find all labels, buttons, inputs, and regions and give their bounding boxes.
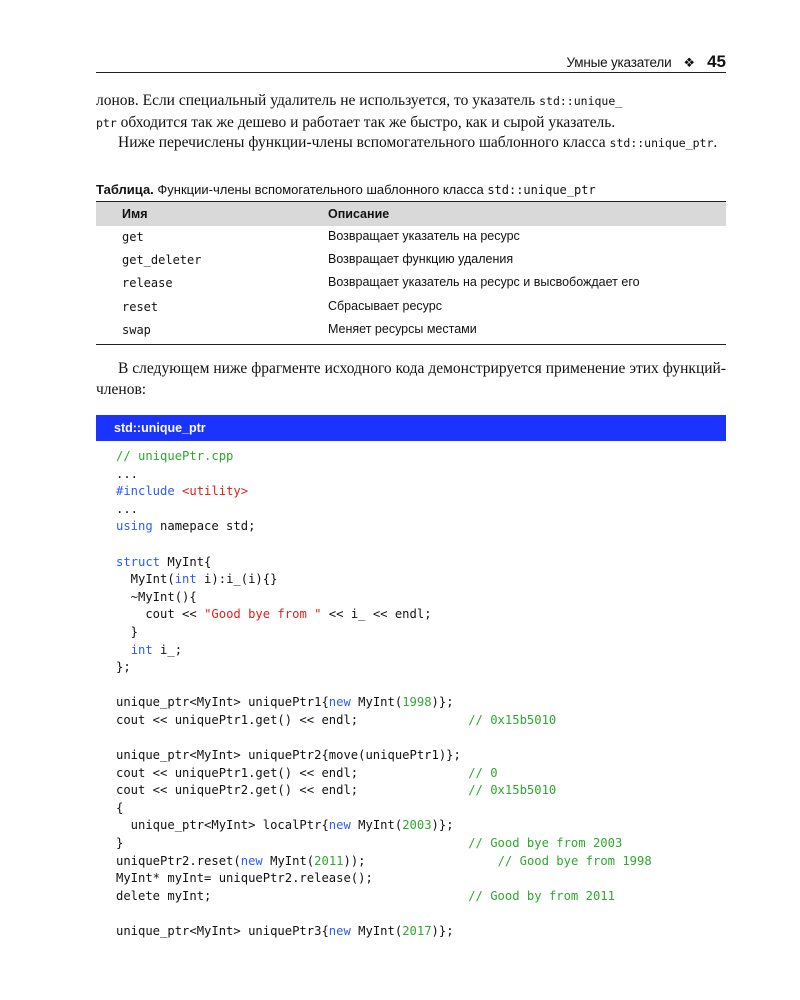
function-description: Возвращает указатель на ресурс bbox=[328, 229, 520, 243]
code-line bbox=[116, 801, 123, 815]
code-line bbox=[116, 748, 461, 762]
code-line bbox=[116, 449, 233, 463]
code-line bbox=[116, 783, 556, 797]
code-token: cout << uniquePtr2.get() << endl; bbox=[116, 783, 469, 798]
code-line bbox=[116, 854, 652, 868]
table-row bbox=[96, 249, 726, 272]
code-line bbox=[116, 766, 498, 780]
code-token: 2017 bbox=[402, 924, 432, 939]
table-caption-text: Функции-члены вспомогательного шаблонного класса bbox=[153, 182, 488, 197]
code-token: 2011 bbox=[314, 853, 344, 868]
code-token: cout << uniquePtr1.get() << endl; bbox=[116, 712, 469, 727]
code-line bbox=[116, 660, 131, 674]
code-token: // 0x15b5010 bbox=[468, 712, 557, 727]
function-name: swap bbox=[122, 322, 151, 337]
code-token: new bbox=[328, 695, 351, 710]
code-line bbox=[116, 818, 454, 832]
code-token: i_; bbox=[152, 642, 183, 657]
code-token: }; bbox=[116, 660, 131, 675]
code-line bbox=[116, 889, 615, 903]
code-token: << i_ << endl; bbox=[321, 607, 432, 622]
code-token: { bbox=[116, 800, 124, 815]
code-line bbox=[116, 836, 622, 850]
code-token: #include bbox=[116, 484, 183, 499]
code-token: struct bbox=[116, 554, 161, 569]
code-line bbox=[116, 555, 211, 569]
code-token: unique_ptr<MyInt> uniquePtr1{ bbox=[116, 695, 329, 710]
page-number: 45 bbox=[707, 52, 726, 71]
table-row bbox=[96, 319, 726, 342]
paragraph-3: В следующем ниже фрагменте исходного кода демонстрируется применение этих функций-членов: bbox=[96, 360, 726, 398]
code-token: MyInt( bbox=[350, 924, 403, 939]
table-bottom-rule bbox=[96, 344, 726, 345]
code-token: <utility> bbox=[182, 484, 249, 499]
table-header-row bbox=[96, 201, 726, 226]
function-name: get_deleter bbox=[122, 253, 202, 268]
code-token: )); bbox=[343, 853, 498, 868]
code-line bbox=[116, 924, 454, 938]
code-line bbox=[116, 625, 138, 639]
function-name: get bbox=[122, 230, 144, 244]
code-line bbox=[116, 590, 197, 604]
code-token: int bbox=[174, 572, 197, 587]
code-token: )}; bbox=[431, 924, 454, 939]
table-row bbox=[96, 226, 726, 249]
code-token: i):i_(i){} bbox=[196, 572, 278, 587]
code-token: new bbox=[240, 853, 263, 868]
code-listing bbox=[116, 448, 652, 941]
p1-text-2: обходится так же дешево и работает так же быстро, как и сырой указатель. bbox=[116, 114, 616, 131]
code-token: cout << bbox=[116, 607, 205, 622]
table-caption-label: Таблица. bbox=[96, 182, 154, 197]
code-token: new bbox=[328, 924, 351, 939]
chapter-title: Умные указатели bbox=[566, 55, 672, 70]
function-name: reset bbox=[122, 299, 159, 314]
code-token: MyInt( bbox=[262, 853, 315, 868]
code-token: MyInt{ bbox=[160, 554, 212, 569]
code-line bbox=[116, 502, 138, 516]
code-token: } bbox=[116, 624, 139, 639]
table-row bbox=[96, 272, 726, 295]
code-token: ... bbox=[116, 466, 139, 481]
code-token: namepace std; bbox=[152, 519, 256, 534]
code-token: uniquePtr2.reset( bbox=[116, 853, 241, 868]
function-description: Возвращает указатель на ресурс и высвобождает его bbox=[328, 275, 640, 290]
ornament-icon: ❖ bbox=[683, 55, 696, 70]
p1-code-2: ptr bbox=[96, 116, 117, 130]
table-header-description: Описание bbox=[328, 207, 390, 221]
code-token: MyInt( bbox=[350, 818, 403, 833]
table-row bbox=[96, 296, 726, 319]
code-token: // Good bye from 1998 bbox=[497, 853, 652, 868]
code-token bbox=[116, 643, 131, 657]
code-token: MyInt( bbox=[350, 695, 403, 710]
p2-text-1: Ниже перечислены функции-члены вспомогательного шаблонного класса bbox=[118, 134, 610, 151]
code-token: )}; bbox=[431, 695, 454, 710]
listing-header bbox=[96, 415, 726, 441]
paragraph-2 bbox=[96, 132, 726, 154]
listing-title: std::unique_ptr bbox=[114, 421, 206, 435]
code-token: using bbox=[116, 519, 153, 534]
p1-code-1: std::unique_ bbox=[539, 94, 623, 108]
code-token: 1998 bbox=[402, 695, 432, 710]
code-token: new bbox=[328, 818, 351, 833]
running-header bbox=[96, 48, 726, 73]
code-token: delete myInt; bbox=[116, 888, 469, 903]
table-caption bbox=[96, 182, 726, 197]
function-description: Меняет ресурсы местами bbox=[328, 321, 477, 336]
p1-text-1: лонов. Если специальный удалитель не используется, то указатель bbox=[96, 92, 540, 109]
code-token: // 0x15b5010 bbox=[468, 783, 557, 798]
p2-text-2: . bbox=[713, 134, 718, 151]
table-caption-code: std::unique_ptr bbox=[487, 183, 596, 197]
code-token: // 0 bbox=[468, 765, 498, 780]
p2-code: std::unique_ptr bbox=[609, 136, 714, 150]
code-line bbox=[116, 484, 248, 498]
function-description: Сбрасывает ресурс bbox=[328, 298, 442, 313]
code-line bbox=[116, 871, 373, 885]
code-token: } bbox=[116, 836, 469, 851]
code-token: unique_ptr<MyInt> uniquePtr2{move(uniquePtr1)}; bbox=[116, 748, 461, 763]
code-token: ... bbox=[116, 501, 139, 516]
code-token: unique_ptr<MyInt> uniquePtr3{ bbox=[116, 924, 329, 939]
code-line bbox=[116, 643, 182, 657]
code-token: int bbox=[130, 642, 153, 657]
paragraph-1 bbox=[96, 90, 726, 134]
code-token: MyInt* myInt= uniquePtr2.release(); bbox=[116, 871, 373, 886]
code-token: "Good bye from " bbox=[204, 607, 322, 622]
code-token: cout << uniquePtr1.get() << endl; bbox=[116, 765, 469, 780]
code-line bbox=[116, 713, 556, 727]
table-header-name: Имя bbox=[122, 207, 148, 221]
function-name: release bbox=[122, 276, 173, 291]
code-token: unique_ptr<MyInt> localPtr{ bbox=[116, 818, 329, 833]
code-line bbox=[116, 607, 432, 621]
code-token: // uniquePtr.cpp bbox=[116, 449, 234, 463]
code-line bbox=[116, 572, 277, 586]
code-line bbox=[116, 519, 255, 533]
code-token: ~MyInt(){ bbox=[116, 589, 197, 604]
code-token: // Good bye from 2003 bbox=[468, 836, 623, 851]
code-line bbox=[116, 695, 454, 709]
code-token: )}; bbox=[431, 818, 454, 833]
code-token: // Good by from 2011 bbox=[468, 888, 615, 903]
code-token: 2003 bbox=[402, 818, 432, 833]
function-description: Возвращает функцию удаления bbox=[328, 252, 514, 267]
code-token: MyInt( bbox=[116, 572, 175, 587]
code-line bbox=[116, 467, 138, 481]
